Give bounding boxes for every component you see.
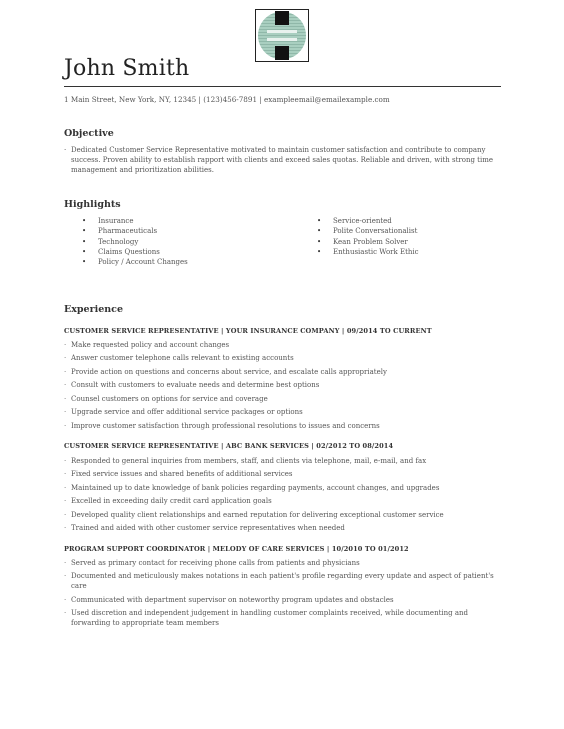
list-item: · Trained and aided with other customer service representatives when needed	[64, 524, 500, 534]
list-item: · Documented and meticulously makes notations in each patient's profile regarding every update and aspect of patient's care	[64, 572, 500, 591]
objective-paragraph	[64, 145, 500, 175]
candidate-name: John Smith	[64, 56, 190, 81]
list-item: · Upgrade service and offer additional service packages or options	[64, 408, 500, 418]
list-item: · Responded to general inquiries from members, staff, and clients via telephone, mail, e-mail, and fax	[64, 457, 500, 467]
list-item: · Fixed service issues and shared benefits of additional services	[64, 470, 500, 480]
list-item: · Provide action on questions and concerns about service, and escalate calls appropriately	[64, 368, 500, 378]
list-item: · Counsel customers on options for service and coverage	[64, 395, 500, 405]
list-item: · Answer customer telephone calls relevant to existing accounts	[64, 354, 500, 364]
list-item: · Communicated with department supervisor on noteworthy program updates and obstacles	[64, 596, 500, 606]
list-item: • Claims Questions	[82, 247, 188, 257]
list-item: · Maintained up to date knowledge of bank policies regarding payments, account changes, and upgrades	[64, 484, 500, 494]
job-2-bullets	[64, 457, 500, 538]
job-title-3: PROGRAM SUPPORT COORDINATOR | MELODY OF CARE SERVICES | 10/2010 TO 01/2012	[64, 545, 409, 553]
list-item: · Excelled in exceeding daily credit card application goals	[64, 497, 500, 507]
objective-text: Dedicated Customer Service Representative motivated to maintain customer satisfaction and contribute to company success. Proven ability to establish rapport with clients and exceed sales quotas. Reliable and driven, with strong time management and prioritization abilities.	[71, 146, 494, 174]
job-3-bullets	[64, 559, 500, 632]
job-title-2: CUSTOMER SERVICE REPRESENTATIVE | ABC BANK SERVICES | 02/2012 TO 08/2014	[64, 442, 394, 450]
list-item: • Kean Problem Solver	[317, 237, 419, 247]
monogram-h-logo	[255, 9, 309, 62]
list-item: • Insurance	[82, 216, 188, 226]
highlights-right-list	[317, 216, 419, 257]
bullet-dot: ·	[64, 146, 67, 154]
objective-heading: Objective	[64, 128, 114, 139]
list-item: • Pharmaceuticals	[82, 226, 188, 236]
list-item: · Served as primary contact for receiving phone calls from patients and physicians	[64, 559, 500, 569]
list-item: · Make requested policy and account changes	[64, 341, 500, 351]
job-1-bullets	[64, 341, 500, 435]
list-item: • Polite Conversationalist	[317, 226, 419, 236]
list-item: · Consult with customers to evaluate needs and determine best options	[64, 381, 500, 391]
list-item: • Enthusiastic Work Ethic	[317, 247, 419, 257]
list-item: · Developed quality client relationships and earned reputation for delivering exceptional customer service	[64, 511, 500, 521]
list-item: • Technology	[82, 237, 188, 247]
contact-info: 1 Main Street, New York, NY, 12345 | (123)456-7891 | exampleemail@emailexample.com	[64, 95, 390, 104]
logo-graphic	[256, 10, 308, 61]
highlights-heading: Highlights	[64, 199, 121, 210]
list-item: · Improve customer satisfaction through professional resolutions to issues and concerns	[64, 422, 500, 432]
list-item: • Policy / Account Changes	[82, 257, 188, 267]
highlights-left-list	[82, 216, 188, 267]
experience-heading: Experience	[64, 304, 123, 315]
job-title-1: CUSTOMER SERVICE REPRESENTATIVE | YOUR INSURANCE COMPANY | 09/2014 TO CURRENT	[64, 327, 432, 335]
list-item: • Service-oriented	[317, 216, 419, 226]
name-divider	[64, 86, 501, 87]
list-item: · Used discretion and independent judgement in handling customer complaints received, while documenting and forwarding to appropriate team members	[64, 609, 500, 628]
